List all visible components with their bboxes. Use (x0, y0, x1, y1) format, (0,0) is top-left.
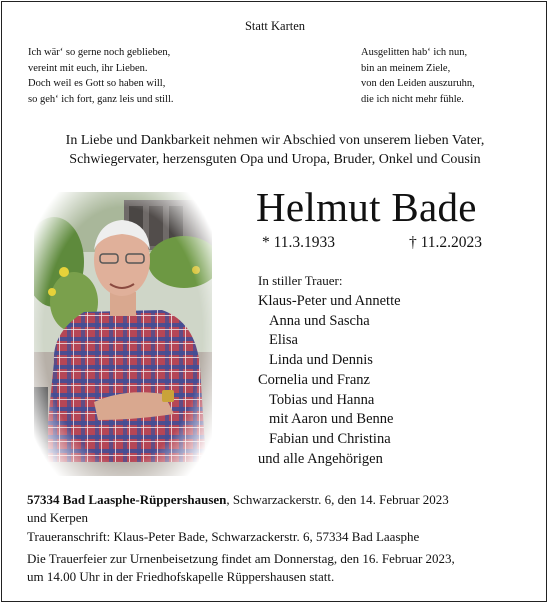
poem-line: die ich nicht mehr fühle. (361, 93, 464, 105)
mourner-line: mit Aaron und Benne (269, 411, 394, 428)
poem-line: Ausgelitten hab‘ ich nun, (361, 47, 468, 58)
poem-line: bin an meinem Ziele, (361, 62, 451, 74)
poem-line: Doch weil es Gott so haben will, (28, 78, 166, 89)
poem-line: so geh‘ ich fort, ganz leis und still. (28, 93, 174, 105)
mourning-address: Traueranschrift: Klaus-Peter Bade, Schwarzackerstr. 6, 57334 Bad Laasphe (27, 529, 420, 544)
place-line-2: und Kerpen (27, 509, 89, 525)
poem-line: von den Leiden auszuruhn, (361, 78, 475, 89)
mourner-line: Linda und Dennis (269, 352, 373, 369)
intro-text (0, 131, 550, 169)
place-date-text (27, 491, 449, 526)
mourner-line: und alle Angehörigen (258, 450, 383, 467)
poem-right (361, 45, 475, 107)
birth-date: * 11.3.1933 (262, 234, 336, 251)
service-line: Die Trauerfeier zur Urnenbeisetzung findet am Donnerstag, den 16. Februar 2023, (27, 551, 455, 566)
service-line: um 14.00 Uhr in der Friedhofskapelle Rüppershausen statt. (27, 568, 335, 584)
intro-line: In Liebe und Dankbarkeit nehmen wir Abschied von unserem lieben Vater, (65, 133, 485, 148)
address-date: , Schwarzackerstr. 6, den 14. Februar 2023 (226, 492, 449, 507)
mourner-line: Cornelia und Franz (258, 371, 370, 388)
mourner-line: Tobias und Hanna (269, 391, 375, 408)
poem-left (28, 45, 174, 107)
poem-line: vereint mit euch, ihr Lieben. (28, 62, 148, 74)
mourner-line: Fabian und Christina (269, 430, 391, 447)
mourner-line: Elisa (269, 332, 298, 349)
place-date-line (27, 491, 449, 509)
mourner-line: Anna und Sascha (269, 312, 370, 329)
intro-line: Schwiegervater, herzensguten Opa und Uropa, Bruder, Onkel und Cousin (69, 152, 481, 167)
mourning-heading: In stiller Trauer: (258, 273, 343, 288)
mourners-list (258, 292, 401, 469)
deceased-name: Helmut Bade (256, 184, 477, 230)
death-date: † 11.2.2023 (409, 234, 483, 251)
statt-karten-heading: Statt Karten (244, 19, 306, 33)
poem-line: Ich wär‘ so gerne noch geblieben, (28, 47, 171, 58)
portrait-photo (34, 192, 212, 476)
service-info (27, 550, 455, 585)
mourner-line: Klaus-Peter und Annette (258, 293, 401, 309)
place-name: 57334 Bad Laasphe-Rüppershausen (27, 492, 227, 507)
